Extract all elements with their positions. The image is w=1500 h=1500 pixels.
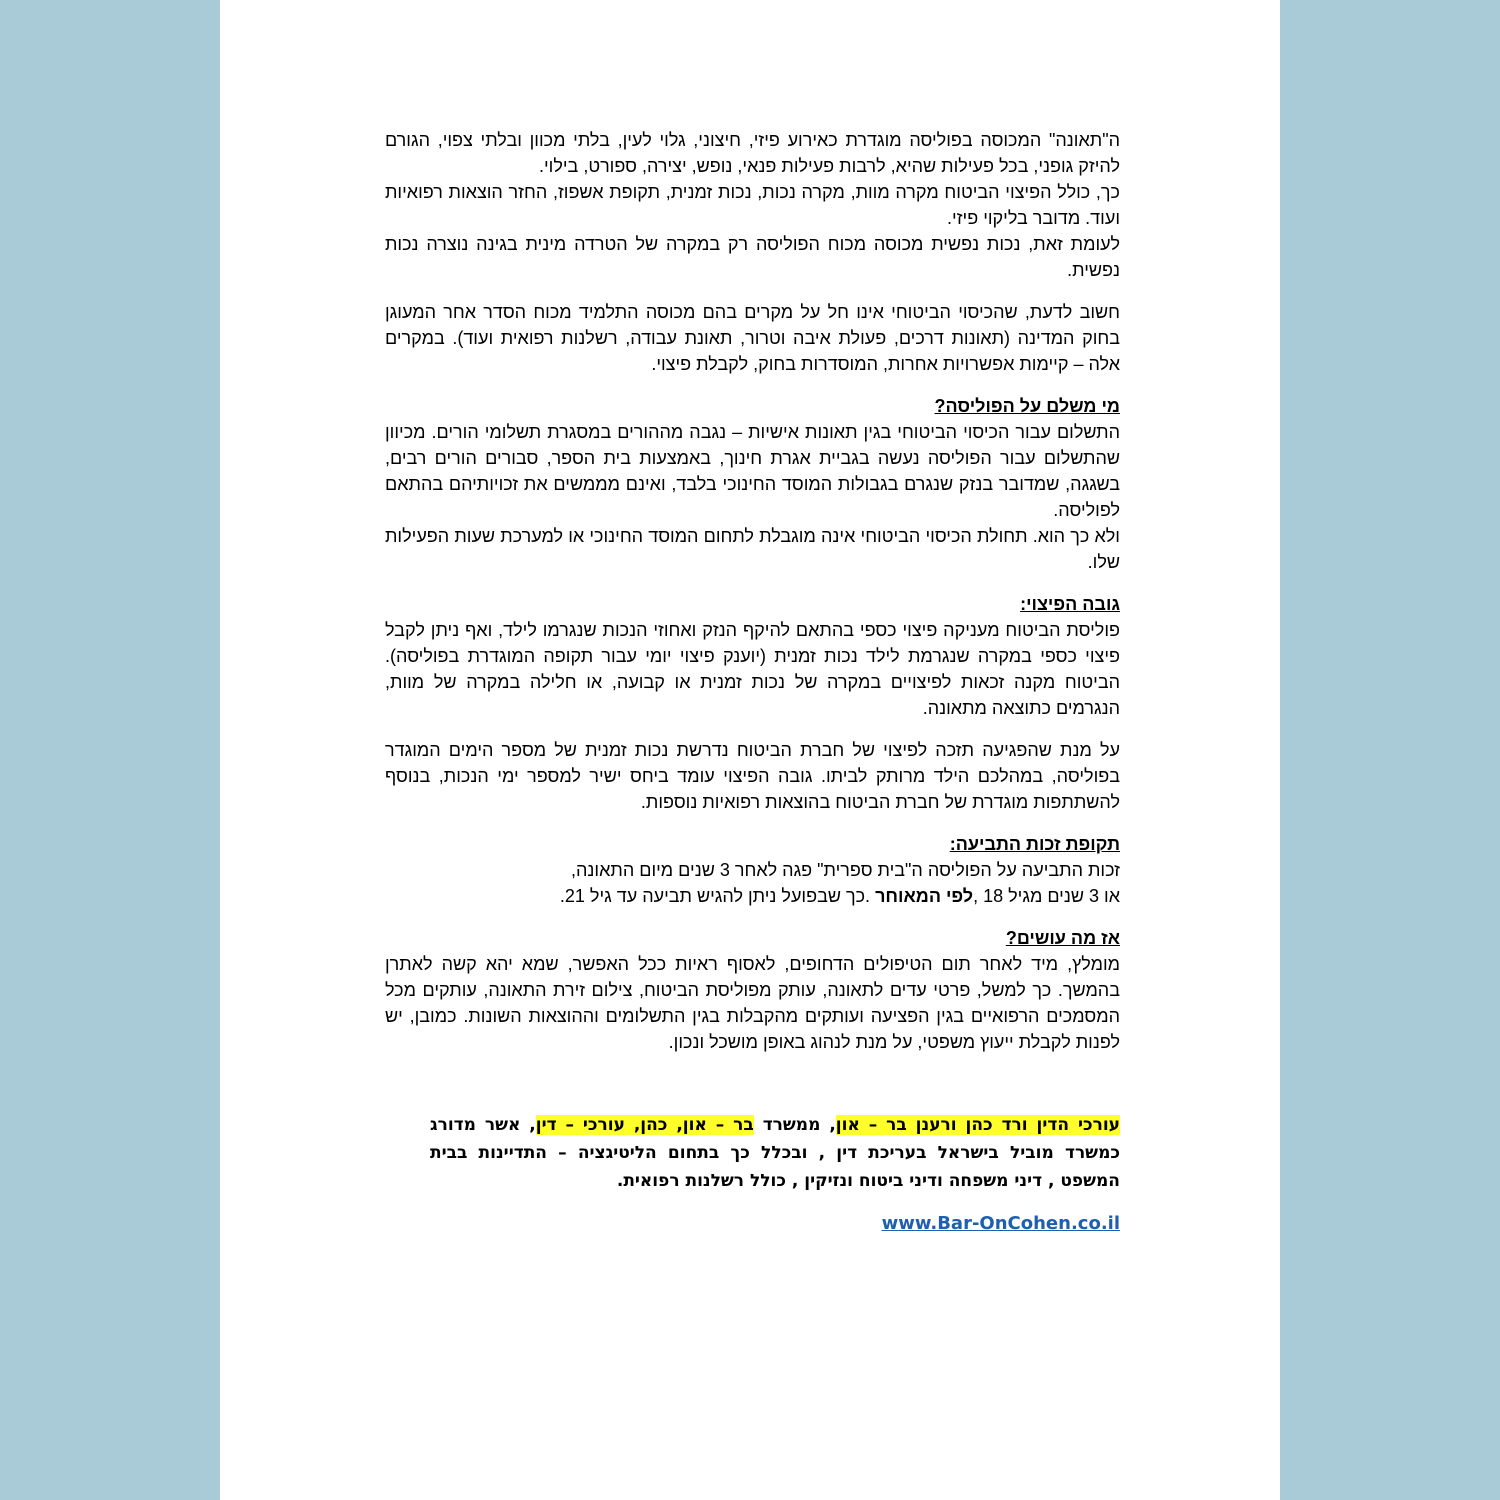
document-page — [220, 0, 1280, 1500]
limitation-line-2-bold: לפי המאוחר — [875, 886, 974, 906]
section-heading-payer: מי משלם על הפוליסה? — [934, 396, 1120, 416]
limitation-line-1: זכות התביעה על הפוליסה ה"בית ספרית" פגה לאחר 3 שנים מיום התאונה, — [571, 860, 1120, 880]
payer-paragraph-2: ולא כך הוא. תחולת הכיסוי הביטוחי אינה מוגבלת לתחום המוסד החינוכי או למערכת שעות הפעילות שלו. — [385, 526, 1120, 572]
document-body — [385, 127, 1120, 1237]
amount-paragraph-2: על מנת שהפגיעה תזכה לפיצוי של חברת הביטוח נדרשת נכות זמנית של מספר הימים המוגדר בפוליסה, במהלכם הילד מרותק לביתו. גובה הפיצוי עומד ביחס ישיר למספר ימי הנכות, בנוסף להשתתפות מוגדרת של חברת הביטוח בהוצאות רפואיות נוספות. — [385, 740, 1120, 812]
footer-lawyers-highlight: עורכי הדין ורד כהן ורענן בר – און — [835, 1115, 1120, 1135]
todo-paragraph: מומלץ, מיד לאחר תום הטיפולים הדחופים, לאסוף ראיות ככל האפשר, שמא יהא קשה לאתרן בהמשך. כך למשל, פרטי עדים לתאונה, עותק מפוליסת הביטוח, צילום זירת התאונה, עותקים מכל המסמכים הרפואיים בגין הפציעה ועותקים מהקבלות בגין התשלומים וההוצאות השונות. כמובן, יש לפנות לקבלת ייעוץ משפטי, על מנת לנהוג באופן מושכל ונכון. — [385, 954, 1120, 1052]
section-heading-amount: גובה הפיצוי: — [1020, 594, 1120, 614]
footer-firm-highlight: בר – און, כהן, עורכי – דין — [535, 1115, 754, 1135]
section-heading-limitation: תקופת זכות התביעה: — [949, 834, 1120, 854]
footer-rest: , אשר מדורג כמשרד מוביל בישראל בעריכת דין , ובכלל כך בתחום הליטיגציה – התדיינות בבית המשפט , דיני משפחה ודיני ביטוח ונזיקין , כולל רשלנות רפואית. — [430, 1115, 1120, 1191]
payer-paragraph-1: התשלום עבור הכיסוי הביטוחי בגין תאונות אישיות – נגבה מההורים במסגרת תשלומי הורים. מכיוון שהתשלום עבור הפוליסה נעשה בגביית אגרת חינוך, באמצעות בית הספר, סבורים הורים רבים, בשגגה, שמדובר בנזק שנגרם בגבולות המוסד החינוכי בלבד, ואינם מממשים את זכויותיהם בהתאם לפוליסה. — [385, 422, 1120, 520]
website-link[interactable]: www.Bar-OnCohen.co.il — [881, 1213, 1120, 1234]
intro-paragraph-accident: ה"תאונה" המכוסה בפוליסה מוגדרת כאירוע פיזי, חיצוני, גלוי לעין, בלתי מכוון ובלתי צפוי, הגורם להיזק גופני, בכל פעילות שהיא, לרבות פעילות פנאי, נופש, יצירה, ספורט, בילוי. — [385, 130, 1120, 176]
footer-from: , ממשרד — [753, 1115, 836, 1135]
intro-paragraph-coverage: כך, כולל הפיצוי הביטוח מקרה מוות, מקרה נכות, נכות זמנית, תקופת אשפוז, החזר הוצאות רפואיות ועוד. מדובר בליקוי פיזי. — [385, 182, 1120, 228]
limitation-line-2-start: או 3 שנים מגיל 18 , — [973, 886, 1120, 906]
footer-credit — [385, 1111, 1120, 1195]
section-heading-todo: אז מה עושים? — [1005, 928, 1120, 948]
intro-paragraph-mental: לעומת זאת, נכות נפשית מכוסה מכוח הפוליסה רק במקרה של הטרדה מינית בגינה נוצרה נכות נפשית. — [385, 234, 1120, 280]
amount-paragraph-1: פוליסת הביטוח מעניקה פיצוי כספי בהתאם להיקף הנזק ואחוזי הנכות שנגרמו לילד, ואף ניתן לקבל פיצוי כספי במקרה שנגרמת לילד נכות זמנית (יוענק פיצוי יומי עבור תקופה המוגדרת בפוליסה). הביטוח מקנה זכאות לפיצויים במקרה של נכות זמנית או קבועה, או חלילה במקרה של מוות, הנגרמים כתוצאה מתאונה. — [385, 620, 1120, 718]
intro-paragraph-exclusions: חשוב לדעת, שהכיסוי הביטוחי אינו חל על מקרים בהם מכוסה התלמיד מכוח הסדר אחר המעוגן בחוק המדינה (תאונות דרכים, פעולת איבה וטרור, תאונת עבודה, רשלנות רפואית ועוד). במקרים אלה – קיימות אפשרויות אחרות, המוסדרות בחוק, לקבלת פיצוי. — [385, 302, 1120, 374]
limitation-line-2 — [385, 883, 1120, 909]
limitation-line-2-end: .כך שבפועל ניתן להגיש תביעה עד גיל 21. — [559, 886, 876, 906]
